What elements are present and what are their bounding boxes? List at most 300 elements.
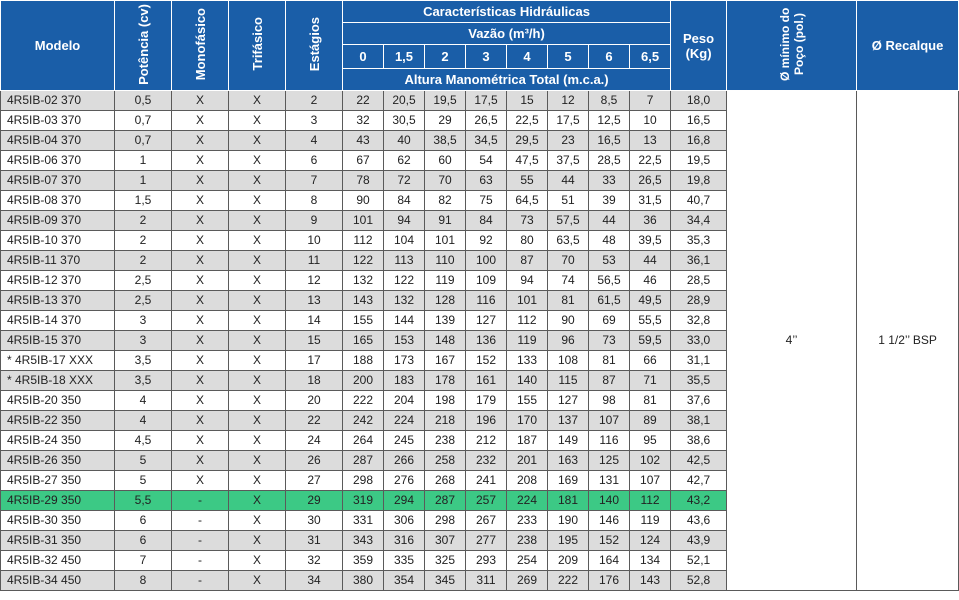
cell-height: 343 xyxy=(343,531,384,551)
cell-height: 287 xyxy=(343,451,384,471)
cell-height: 94 xyxy=(507,271,548,291)
cell-power: 2 xyxy=(115,211,172,231)
cell-height: 245 xyxy=(384,431,425,451)
cell-height: 47,5 xyxy=(507,151,548,171)
cell-height: 38,5 xyxy=(425,131,466,151)
cell-height: 59,5 xyxy=(630,331,671,351)
cell-height: 119 xyxy=(425,271,466,291)
cell-weight: 52,8 xyxy=(671,571,727,591)
header-flow: Vazão (m³/h) xyxy=(343,23,671,45)
cell-tri: X xyxy=(229,491,286,511)
cell-height: 127 xyxy=(466,311,507,331)
cell-height: 119 xyxy=(630,511,671,531)
cell-tri: X xyxy=(229,131,286,151)
cell-stages: 20 xyxy=(286,391,343,411)
cell-weight: 35,5 xyxy=(671,371,727,391)
cell-height: 100 xyxy=(466,251,507,271)
cell-power: 0,5 xyxy=(115,91,172,111)
cell-height: 232 xyxy=(466,451,507,471)
cell-height: 208 xyxy=(507,471,548,491)
cell-height: 29 xyxy=(425,111,466,131)
cell-model: 4R5IB-02 370 xyxy=(1,91,115,111)
cell-mono: X xyxy=(172,211,229,231)
cell-height: 198 xyxy=(425,391,466,411)
cell-height: 26,5 xyxy=(630,171,671,191)
cell-height: 81 xyxy=(630,391,671,411)
cell-height: 148 xyxy=(425,331,466,351)
cell-power: 2,5 xyxy=(115,271,172,291)
cell-height: 176 xyxy=(589,571,630,591)
cell-height: 224 xyxy=(507,491,548,511)
cell-model: 4R5IB-04 370 xyxy=(1,131,115,151)
cell-model: 4R5IB-32 450 xyxy=(1,551,115,571)
cell-stages: 22 xyxy=(286,411,343,431)
cell-height: 266 xyxy=(384,451,425,471)
cell-stages: 3 xyxy=(286,111,343,131)
cell-height: 44 xyxy=(548,171,589,191)
cell-height: 82 xyxy=(425,191,466,211)
cell-height: 109 xyxy=(466,271,507,291)
cell-height: 36 xyxy=(630,211,671,231)
cell-height: 116 xyxy=(466,291,507,311)
cell-model: 4R5IB-14 370 xyxy=(1,311,115,331)
cell-height: 23 xyxy=(548,131,589,151)
cell-tri: X xyxy=(229,351,286,371)
cell-stages: 14 xyxy=(286,311,343,331)
cell-height: 81 xyxy=(589,351,630,371)
cell-height: 137 xyxy=(548,411,589,431)
cell-stages: 2 xyxy=(286,91,343,111)
cell-mono: - xyxy=(172,491,229,511)
cell-height: 67 xyxy=(343,151,384,171)
cell-height: 34,5 xyxy=(466,131,507,151)
cell-height: 84 xyxy=(384,191,425,211)
cell-height: 63 xyxy=(466,171,507,191)
cell-height: 48 xyxy=(589,231,630,251)
cell-mono: X xyxy=(172,251,229,271)
cell-mono: - xyxy=(172,531,229,551)
cell-height: 196 xyxy=(466,411,507,431)
table-body xyxy=(1,91,959,591)
cell-height: 155 xyxy=(507,391,548,411)
cell-height: 40 xyxy=(384,131,425,151)
cell-model: 4R5IB-34 450 xyxy=(1,571,115,591)
cell-tri: X xyxy=(229,191,286,211)
cell-stages: 4 xyxy=(286,131,343,151)
cell-tri: X xyxy=(229,291,286,311)
cell-height: 242 xyxy=(343,411,384,431)
cell-height: 195 xyxy=(548,531,589,551)
cell-weight: 52,1 xyxy=(671,551,727,571)
cell-stages: 31 xyxy=(286,531,343,551)
cell-height: 108 xyxy=(548,351,589,371)
cell-height: 60 xyxy=(425,151,466,171)
cell-height: 22,5 xyxy=(507,111,548,131)
cell-weight: 43,2 xyxy=(671,491,727,511)
cell-model: 4R5IB-15 370 xyxy=(1,331,115,351)
cell-tri: X xyxy=(229,111,286,131)
cell-height: 155 xyxy=(343,311,384,331)
cell-power: 2 xyxy=(115,231,172,251)
cell-height: 78 xyxy=(343,171,384,191)
cell-height: 39,5 xyxy=(630,231,671,251)
cell-height: 69 xyxy=(589,311,630,331)
cell-power: 1 xyxy=(115,151,172,171)
cell-height: 163 xyxy=(548,451,589,471)
cell-discharge-diameter: 1 1/2’’ BSP xyxy=(857,91,959,591)
cell-height: 131 xyxy=(589,471,630,491)
header-model: Modelo xyxy=(1,1,115,91)
cell-height: 173 xyxy=(384,351,425,371)
cell-height: 183 xyxy=(384,371,425,391)
cell-weight: 36,1 xyxy=(671,251,727,271)
cell-tri: X xyxy=(229,391,286,411)
cell-height: 92 xyxy=(466,231,507,251)
cell-mono: X xyxy=(172,131,229,151)
cell-height: 96 xyxy=(548,331,589,351)
cell-height: 224 xyxy=(384,411,425,431)
header-power: Potência (cv) xyxy=(115,1,172,91)
cell-height: 8,5 xyxy=(589,91,630,111)
header-flow-value: 4 xyxy=(507,45,548,69)
cell-height: 241 xyxy=(466,471,507,491)
cell-height: 80 xyxy=(507,231,548,251)
cell-height: 258 xyxy=(425,451,466,471)
cell-stages: 34 xyxy=(286,571,343,591)
cell-stages: 18 xyxy=(286,371,343,391)
cell-stages: 30 xyxy=(286,511,343,531)
cell-mono: X xyxy=(172,171,229,191)
cell-height: 311 xyxy=(466,571,507,591)
cell-model: 4R5IB-07 370 xyxy=(1,171,115,191)
cell-weight: 35,3 xyxy=(671,231,727,251)
cell-height: 122 xyxy=(343,251,384,271)
cell-height: 20,5 xyxy=(384,91,425,111)
cell-stages: 11 xyxy=(286,251,343,271)
cell-height: 325 xyxy=(425,551,466,571)
cell-stages: 26 xyxy=(286,451,343,471)
header-flow-value: 2 xyxy=(425,45,466,69)
cell-height: 84 xyxy=(466,211,507,231)
cell-height: 209 xyxy=(548,551,589,571)
cell-power: 8 xyxy=(115,571,172,591)
cell-power: 2,5 xyxy=(115,291,172,311)
cell-power: 4 xyxy=(115,391,172,411)
cell-height: 51 xyxy=(548,191,589,211)
cell-height: 140 xyxy=(589,491,630,511)
cell-height: 140 xyxy=(507,371,548,391)
cell-height: 165 xyxy=(343,331,384,351)
cell-height: 101 xyxy=(343,211,384,231)
cell-weight: 37,6 xyxy=(671,391,727,411)
cell-power: 4 xyxy=(115,411,172,431)
cell-power: 6 xyxy=(115,511,172,531)
cell-height: 218 xyxy=(425,411,466,431)
cell-height: 49,5 xyxy=(630,291,671,311)
cell-mono: X xyxy=(172,151,229,171)
cell-mono: X xyxy=(172,231,229,251)
cell-power: 3,5 xyxy=(115,371,172,391)
cell-height: 222 xyxy=(548,571,589,591)
cell-height: 57,5 xyxy=(548,211,589,231)
cell-tri: X xyxy=(229,511,286,531)
cell-height: 335 xyxy=(384,551,425,571)
cell-model: 4R5IB-11 370 xyxy=(1,251,115,271)
cell-height: 98 xyxy=(589,391,630,411)
cell-stages: 32 xyxy=(286,551,343,571)
cell-height: 55 xyxy=(507,171,548,191)
cell-mono: X xyxy=(172,191,229,211)
cell-power: 3,5 xyxy=(115,351,172,371)
header-flow-value: 6,5 xyxy=(630,45,671,69)
cell-height: 212 xyxy=(466,431,507,451)
cell-height: 70 xyxy=(548,251,589,271)
cell-tri: X xyxy=(229,571,286,591)
cell-height: 62 xyxy=(384,151,425,171)
cell-height: 90 xyxy=(548,311,589,331)
cell-stages: 12 xyxy=(286,271,343,291)
cell-height: 143 xyxy=(630,571,671,591)
cell-mono: X xyxy=(172,291,229,311)
cell-mono: X xyxy=(172,471,229,491)
cell-height: 12 xyxy=(548,91,589,111)
cell-height: 87 xyxy=(589,371,630,391)
cell-model: 4R5IB-08 370 xyxy=(1,191,115,211)
cell-power: 0,7 xyxy=(115,131,172,151)
cell-height: 15 xyxy=(507,91,548,111)
cell-weight: 31,1 xyxy=(671,351,727,371)
header-stages: Estágios xyxy=(286,1,343,91)
cell-power: 3 xyxy=(115,331,172,351)
cell-height: 91 xyxy=(425,211,466,231)
cell-model: 4R5IB-20 350 xyxy=(1,391,115,411)
cell-height: 316 xyxy=(384,531,425,551)
cell-height: 354 xyxy=(384,571,425,591)
cell-height: 254 xyxy=(507,551,548,571)
cell-height: 233 xyxy=(507,511,548,531)
cell-weight: 19,8 xyxy=(671,171,727,191)
cell-tri: X xyxy=(229,531,286,551)
cell-height: 167 xyxy=(425,351,466,371)
cell-height: 44 xyxy=(589,211,630,231)
header-flow-value: 3 xyxy=(466,45,507,69)
cell-model: 4R5IB-30 350 xyxy=(1,511,115,531)
cell-height: 132 xyxy=(343,271,384,291)
cell-weight: 19,5 xyxy=(671,151,727,171)
cell-height: 268 xyxy=(425,471,466,491)
header-height: Altura Manométrica Total (m.c.a.) xyxy=(343,69,671,91)
cell-height: 28,5 xyxy=(589,151,630,171)
cell-tri: X xyxy=(229,311,286,331)
cell-height: 64,5 xyxy=(507,191,548,211)
cell-height: 43 xyxy=(343,131,384,151)
cell-height: 152 xyxy=(466,351,507,371)
cell-height: 136 xyxy=(466,331,507,351)
cell-tri: X xyxy=(229,431,286,451)
cell-model: 4R5IB-09 370 xyxy=(1,211,115,231)
cell-height: 104 xyxy=(384,231,425,251)
cell-height: 16,5 xyxy=(589,131,630,151)
cell-stages: 24 xyxy=(286,431,343,451)
table-header xyxy=(1,1,959,91)
cell-tri: X xyxy=(229,331,286,351)
cell-model: 4R5IB-06 370 xyxy=(1,151,115,171)
cell-weight: 16,5 xyxy=(671,111,727,131)
cell-stages: 29 xyxy=(286,491,343,511)
cell-mono: X xyxy=(172,271,229,291)
header-mono: Monofásico xyxy=(172,1,229,91)
cell-tri: X xyxy=(229,271,286,291)
cell-height: 95 xyxy=(630,431,671,451)
cell-height: 179 xyxy=(466,391,507,411)
cell-weight: 42,7 xyxy=(671,471,727,491)
cell-model: 4R5IB-24 350 xyxy=(1,431,115,451)
cell-height: 37,5 xyxy=(548,151,589,171)
cell-height: 10 xyxy=(630,111,671,131)
cell-height: 17,5 xyxy=(466,91,507,111)
cell-model: 4R5IB-26 350 xyxy=(1,451,115,471)
cell-weight: 43,6 xyxy=(671,511,727,531)
cell-height: 119 xyxy=(507,331,548,351)
cell-height: 89 xyxy=(630,411,671,431)
cell-height: 63,5 xyxy=(548,231,589,251)
cell-mono: X xyxy=(172,331,229,351)
cell-mono: X xyxy=(172,311,229,331)
cell-height: 264 xyxy=(343,431,384,451)
cell-height: 102 xyxy=(630,451,671,471)
cell-height: 359 xyxy=(343,551,384,571)
cell-height: 113 xyxy=(384,251,425,271)
cell-mono: - xyxy=(172,571,229,591)
cell-height: 257 xyxy=(466,491,507,511)
cell-weight: 33,0 xyxy=(671,331,727,351)
cell-height: 33 xyxy=(589,171,630,191)
cell-height: 115 xyxy=(548,371,589,391)
cell-height: 73 xyxy=(589,331,630,351)
cell-height: 277 xyxy=(466,531,507,551)
header-flow-value: 0 xyxy=(343,45,384,69)
cell-height: 306 xyxy=(384,511,425,531)
cell-weight: 34,4 xyxy=(671,211,727,231)
header-tri: Trifásico xyxy=(229,1,286,91)
cell-mono: - xyxy=(172,551,229,571)
cell-mono: - xyxy=(172,511,229,531)
cell-height: 125 xyxy=(589,451,630,471)
cell-height: 112 xyxy=(630,491,671,511)
cell-mono: X xyxy=(172,431,229,451)
cell-height: 161 xyxy=(466,371,507,391)
cell-height: 75 xyxy=(466,191,507,211)
cell-height: 13 xyxy=(630,131,671,151)
cell-model: * 4R5IB-18 XXX xyxy=(1,371,115,391)
cell-height: 31,5 xyxy=(630,191,671,211)
cell-height: 124 xyxy=(630,531,671,551)
table-row xyxy=(1,91,959,111)
cell-height: 71 xyxy=(630,371,671,391)
cell-height: 53 xyxy=(589,251,630,271)
cell-model: 4R5IB-31 350 xyxy=(1,531,115,551)
cell-height: 153 xyxy=(384,331,425,351)
cell-height: 55,5 xyxy=(630,311,671,331)
cell-height: 90 xyxy=(343,191,384,211)
cell-stages: 6 xyxy=(286,151,343,171)
cell-height: 26,5 xyxy=(466,111,507,131)
cell-height: 7 xyxy=(630,91,671,111)
cell-model: 4R5IB-22 350 xyxy=(1,411,115,431)
header-discharge: Ø Recalque xyxy=(857,1,959,91)
cell-weight: 32,8 xyxy=(671,311,727,331)
cell-power: 1,5 xyxy=(115,191,172,211)
cell-height: 122 xyxy=(384,271,425,291)
cell-height: 44 xyxy=(630,251,671,271)
cell-weight: 38,6 xyxy=(671,431,727,451)
cell-mono: X xyxy=(172,451,229,471)
cell-tri: X xyxy=(229,371,286,391)
header-hydraulic: Características Hidráulicas xyxy=(343,1,671,23)
cell-tri: X xyxy=(229,231,286,251)
cell-weight: 42,5 xyxy=(671,451,727,471)
cell-height: 29,5 xyxy=(507,131,548,151)
cell-height: 73 xyxy=(507,211,548,231)
cell-height: 112 xyxy=(507,311,548,331)
cell-weight: 28,9 xyxy=(671,291,727,311)
cell-tri: X xyxy=(229,211,286,231)
cell-height: 70 xyxy=(425,171,466,191)
cell-weight: 40,7 xyxy=(671,191,727,211)
cell-height: 139 xyxy=(425,311,466,331)
cell-height: 204 xyxy=(384,391,425,411)
cell-height: 39 xyxy=(589,191,630,211)
cell-height: 200 xyxy=(343,371,384,391)
cell-power: 0,7 xyxy=(115,111,172,131)
cell-mono: X xyxy=(172,371,229,391)
header-well: Ø mínimo do Poço (pol.) xyxy=(727,1,857,91)
cell-height: 331 xyxy=(343,511,384,531)
cell-mono: X xyxy=(172,91,229,111)
cell-mono: X xyxy=(172,391,229,411)
cell-height: 164 xyxy=(589,551,630,571)
cell-power: 4,5 xyxy=(115,431,172,451)
header-weight: Peso (Kg) xyxy=(671,1,727,91)
cell-height: 61,5 xyxy=(589,291,630,311)
cell-height: 298 xyxy=(425,511,466,531)
cell-weight: 16,8 xyxy=(671,131,727,151)
cell-weight: 18,0 xyxy=(671,91,727,111)
cell-height: 101 xyxy=(425,231,466,251)
cell-height: 56,5 xyxy=(589,271,630,291)
cell-height: 112 xyxy=(343,231,384,251)
cell-height: 319 xyxy=(343,491,384,511)
cell-power: 3 xyxy=(115,311,172,331)
cell-height: 267 xyxy=(466,511,507,531)
cell-tri: X xyxy=(229,91,286,111)
cell-height: 81 xyxy=(548,291,589,311)
cell-tri: X xyxy=(229,451,286,471)
cell-stages: 17 xyxy=(286,351,343,371)
cell-height: 46 xyxy=(630,271,671,291)
cell-well-diameter: 4’’ xyxy=(727,91,857,591)
cell-model: 4R5IB-03 370 xyxy=(1,111,115,131)
cell-height: 72 xyxy=(384,171,425,191)
cell-height: 87 xyxy=(507,251,548,271)
cell-height: 187 xyxy=(507,431,548,451)
cell-tri: X xyxy=(229,171,286,191)
cell-power: 5 xyxy=(115,471,172,491)
cell-height: 269 xyxy=(507,571,548,591)
cell-height: 30,5 xyxy=(384,111,425,131)
cell-height: 222 xyxy=(343,391,384,411)
cell-tri: X xyxy=(229,151,286,171)
